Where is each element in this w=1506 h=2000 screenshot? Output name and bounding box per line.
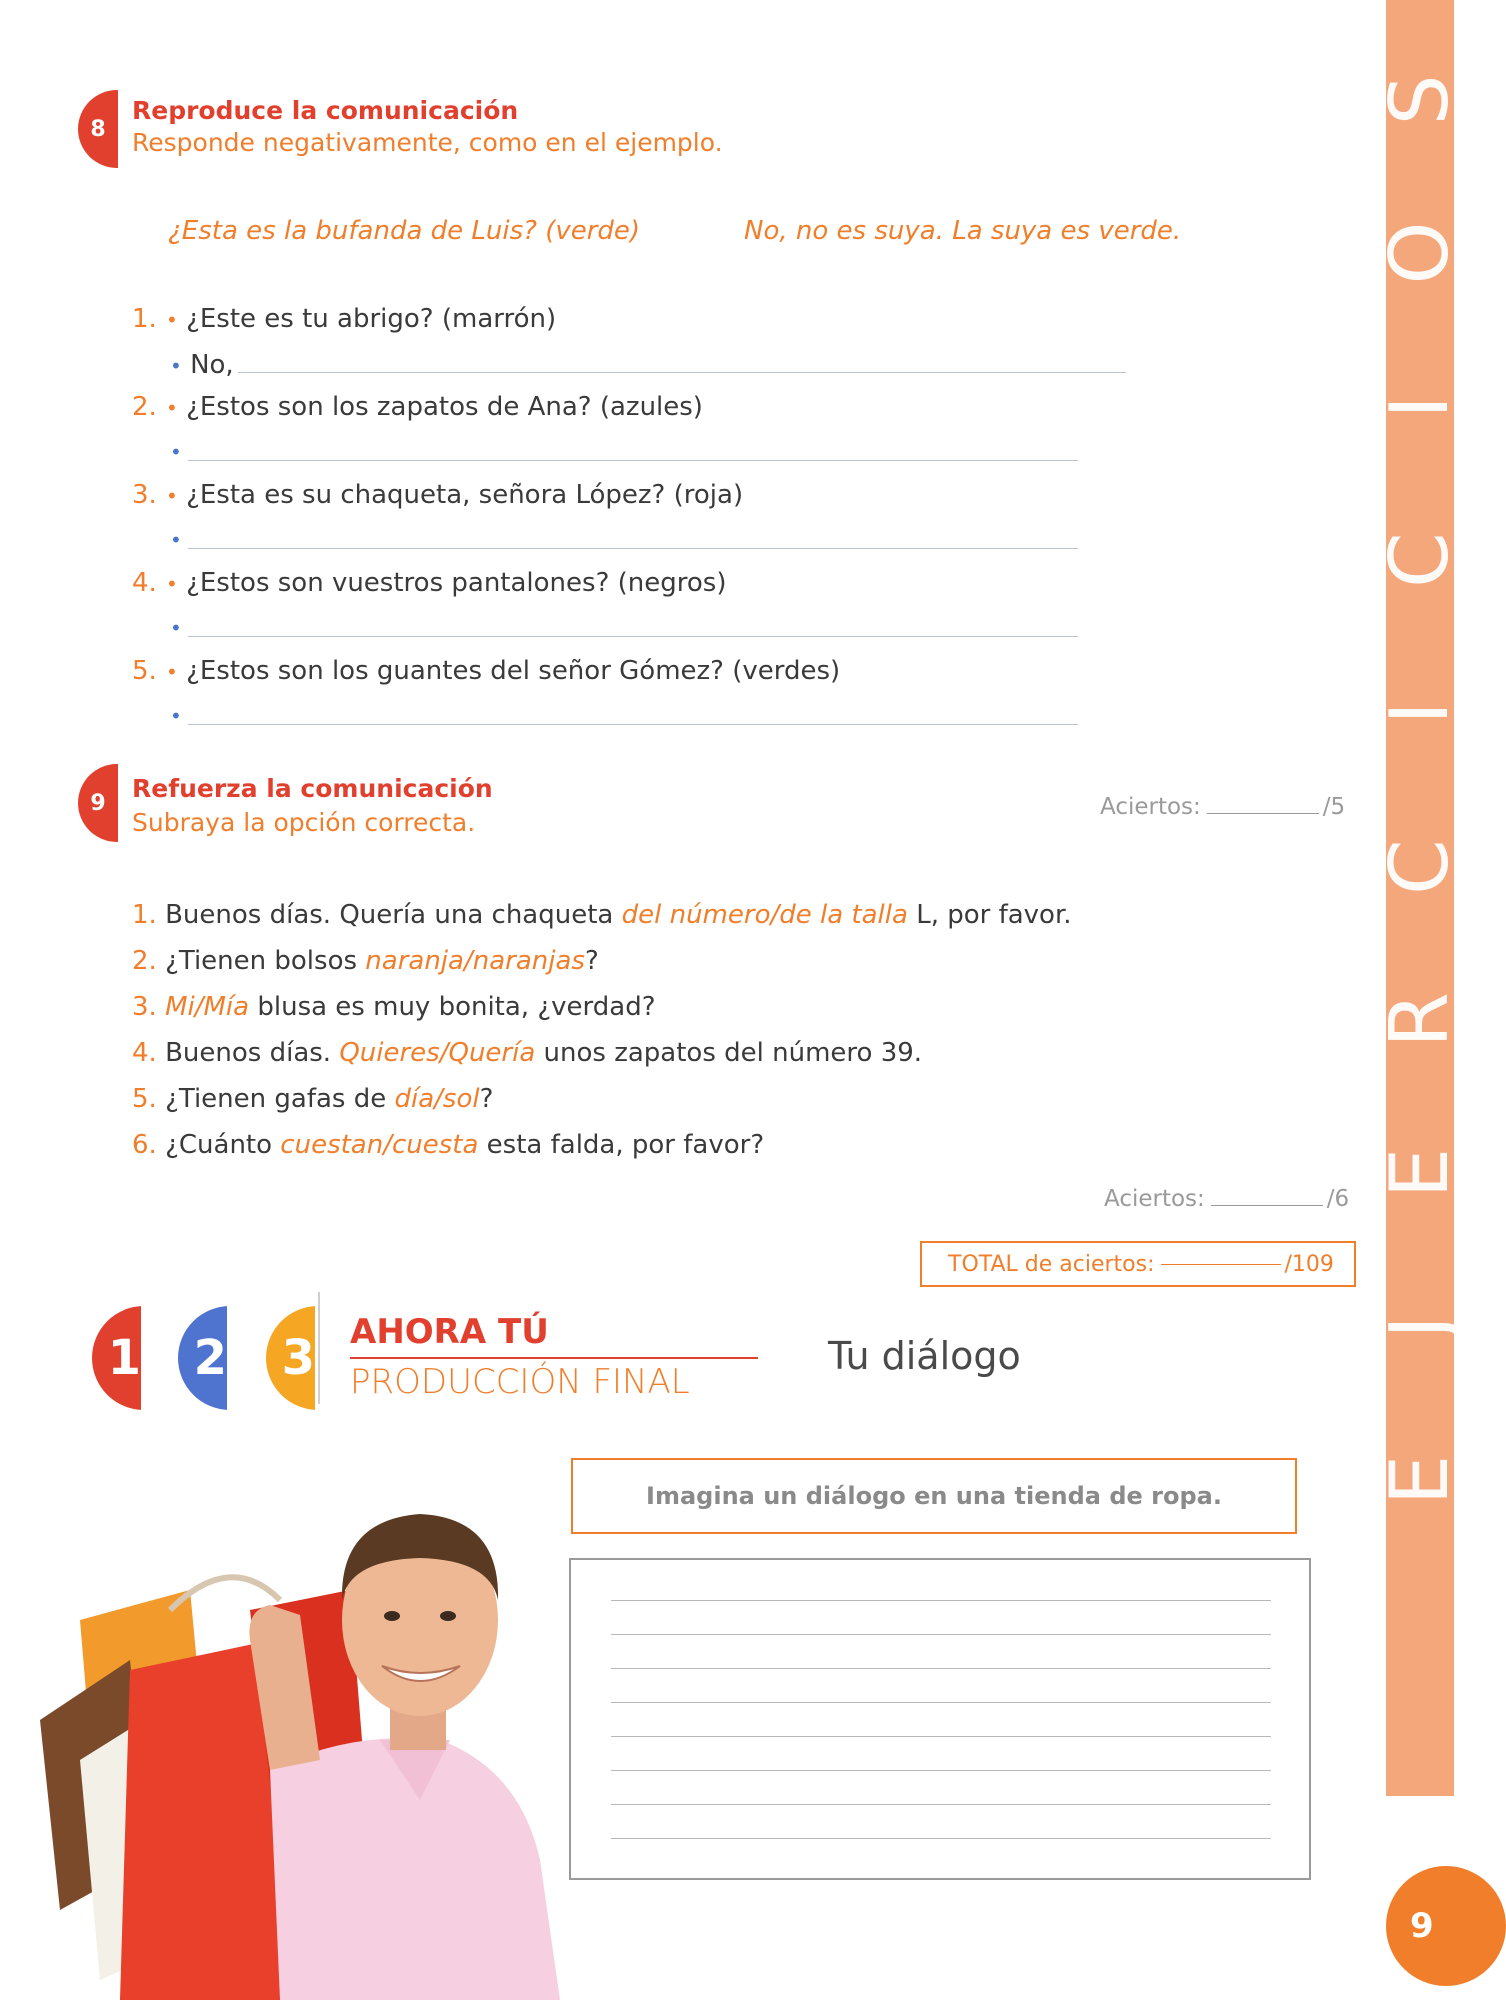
- side-letter: E: [1373, 1454, 1466, 1506]
- side-letter: O: [1373, 221, 1466, 285]
- answer-line: [170, 612, 182, 642]
- divider: [318, 1292, 320, 1404]
- choice-before: Buenos días.: [165, 1038, 340, 1068]
- item-number: 4.: [132, 568, 157, 598]
- bullet: •: [166, 572, 178, 596]
- bullet: •: [166, 396, 178, 420]
- item-number: 6.: [132, 1130, 157, 1160]
- question-text: ¿Estos son vuestros pantalones? (negros): [186, 568, 727, 598]
- heading-rule: [350, 1357, 758, 1359]
- question-text: ¿Este es tu abrigo? (marrón): [186, 304, 557, 334]
- side-letter: E: [1373, 1148, 1466, 1199]
- choice-item: [132, 1038, 922, 1068]
- writing-line[interactable]: [611, 1838, 1271, 1839]
- bullet: •: [166, 660, 178, 684]
- side-letter: C: [1373, 532, 1466, 588]
- choice-option[interactable]: del número/de la talla: [621, 900, 908, 930]
- step-digit: 2: [193, 1330, 227, 1386]
- man-with-shopping-bags-photo: [20, 1440, 580, 2000]
- choice-after: esta falda, por favor?: [478, 1130, 765, 1160]
- question-text: ¿Estos son los guantes del señor Gómez? (verdes): [186, 656, 841, 686]
- answer-line: [170, 700, 182, 730]
- aciertos-blank[interactable]: [1211, 1205, 1323, 1206]
- section-9-subtitle: Subraya la opción correcta.: [132, 808, 476, 837]
- choice-before: ¿Cuánto: [165, 1130, 281, 1160]
- writing-line[interactable]: [611, 1770, 1271, 1771]
- writing-line[interactable]: [611, 1736, 1271, 1737]
- question-line: [166, 304, 556, 334]
- choice-before: Buenos días. Quería una chaqueta: [165, 900, 622, 930]
- choice-item: [132, 1084, 493, 1114]
- choice-after: ?: [584, 946, 599, 976]
- side-letter: C: [1373, 838, 1466, 895]
- answer-line: [170, 436, 182, 466]
- step-digit: 1: [107, 1330, 141, 1386]
- aciertos-section-8: [1100, 794, 1345, 820]
- step-circle-2: [178, 1306, 230, 1410]
- bullet: •: [166, 308, 178, 332]
- step-digit: 3: [281, 1330, 315, 1386]
- choice-option[interactable]: día/sol: [394, 1084, 480, 1114]
- question-text: ¿Esta es su chaqueta, señora López? (roja): [186, 480, 744, 510]
- answer-blank[interactable]: [188, 460, 1078, 461]
- answer-line: [170, 350, 234, 380]
- bullet: •: [170, 354, 182, 378]
- bullet: •: [166, 484, 178, 508]
- question-line: [166, 656, 840, 686]
- answer-prefix: No,: [190, 350, 234, 380]
- question-line: [166, 392, 703, 422]
- choice-after: unos zapatos del número 39.: [535, 1038, 923, 1068]
- item-number: 1.: [132, 900, 157, 930]
- question-line: [166, 568, 726, 598]
- question-text: ¿Estos son los zapatos de Ana? (azules): [186, 392, 703, 422]
- bullet: •: [170, 440, 182, 464]
- side-letter: I: [1373, 394, 1466, 419]
- side-band-word: [1373, 60, 1466, 1520]
- total-aciertos-box: [920, 1241, 1356, 1287]
- choice-item: [132, 946, 599, 976]
- item-number: 1.: [132, 304, 157, 334]
- choice-item: [132, 1130, 764, 1160]
- item-number: 4.: [132, 1038, 157, 1068]
- step-circle-3: [266, 1306, 318, 1410]
- side-letter: J: [1373, 1314, 1466, 1339]
- choice-option[interactable]: cuestan/cuesta: [280, 1130, 479, 1160]
- total-label: TOTAL de aciertos:: [948, 1251, 1155, 1277]
- choice-before: ¿Tienen bolsos: [165, 946, 366, 976]
- choice-after: L, por favor.: [907, 900, 1072, 930]
- bullet: •: [170, 616, 182, 640]
- aciertos-total: /6: [1326, 1186, 1350, 1212]
- side-letter: I: [1373, 701, 1466, 726]
- writing-line[interactable]: [611, 1668, 1271, 1669]
- choice-before: ¿Tienen gafas de: [165, 1084, 395, 1114]
- writing-line[interactable]: [611, 1702, 1271, 1703]
- final-heading-bottom: PRODUCCIÓN FINAL: [350, 1362, 690, 1402]
- choice-option[interactable]: naranja/naranjas: [365, 946, 585, 976]
- page-number-badge: 9: [1386, 1866, 1506, 1986]
- section-8-subtitle: Responde negativamente, como en el ejemplo.: [132, 128, 723, 157]
- step-circle-1: [92, 1306, 144, 1410]
- answer-blank[interactable]: [188, 724, 1078, 725]
- choice-item: [132, 900, 1072, 930]
- choice-item: [132, 992, 656, 1022]
- question-line: [166, 480, 743, 510]
- total-blank[interactable]: [1161, 1264, 1281, 1265]
- bullet: •: [170, 528, 182, 552]
- answer-blank[interactable]: [238, 372, 1126, 373]
- writing-line[interactable]: [611, 1804, 1271, 1805]
- section-8-number: 8: [78, 90, 118, 168]
- aciertos-total: /5: [1322, 794, 1346, 820]
- answer-blank[interactable]: [188, 636, 1078, 637]
- answer-blank[interactable]: [188, 548, 1078, 549]
- section-9-number: 9: [78, 764, 118, 842]
- writing-line[interactable]: [611, 1600, 1271, 1601]
- choice-after: blusa es muy bonita, ¿verdad?: [249, 992, 656, 1022]
- example-question: ¿Esta es la bufanda de Luis? (verde): [168, 216, 641, 246]
- prompt-box: [571, 1458, 1297, 1534]
- dialog-title: Tu diálogo: [828, 1334, 1021, 1378]
- item-number: 3.: [132, 992, 157, 1022]
- item-number: 5.: [132, 656, 157, 686]
- choice-option[interactable]: Quieres/Quería: [339, 1038, 536, 1068]
- side-letter: R: [1373, 992, 1466, 1048]
- side-letter: S: [1373, 74, 1466, 126]
- aciertos-section-9: [1104, 1186, 1349, 1212]
- section-9-title: Refuerza la comunicación: [132, 774, 493, 803]
- final-heading-top: AHORA TÚ: [350, 1312, 549, 1352]
- item-number: 5.: [132, 1084, 157, 1114]
- item-number: 2.: [132, 946, 157, 976]
- bullet: •: [170, 704, 182, 728]
- aciertos-label: Aciertos:: [1104, 1186, 1205, 1212]
- aciertos-label: Aciertos:: [1100, 794, 1201, 820]
- answer-line: [170, 524, 182, 554]
- example-answer: No, no es suya. La suya es verde.: [744, 216, 1182, 246]
- writing-line[interactable]: [611, 1634, 1271, 1635]
- prompt-text: Imagina un diálogo en una tienda de ropa.: [646, 1482, 1222, 1510]
- aciertos-blank[interactable]: [1207, 813, 1319, 814]
- section-8-title: Reproduce la comunicación: [132, 96, 519, 125]
- dialog-writing-area[interactable]: [569, 1558, 1311, 1880]
- choice-after: ?: [479, 1084, 494, 1114]
- total-value: /109: [1284, 1251, 1334, 1277]
- choice-option[interactable]: Mi/Mía: [165, 992, 250, 1022]
- item-number: 3.: [132, 480, 157, 510]
- item-number: 2.: [132, 392, 157, 422]
